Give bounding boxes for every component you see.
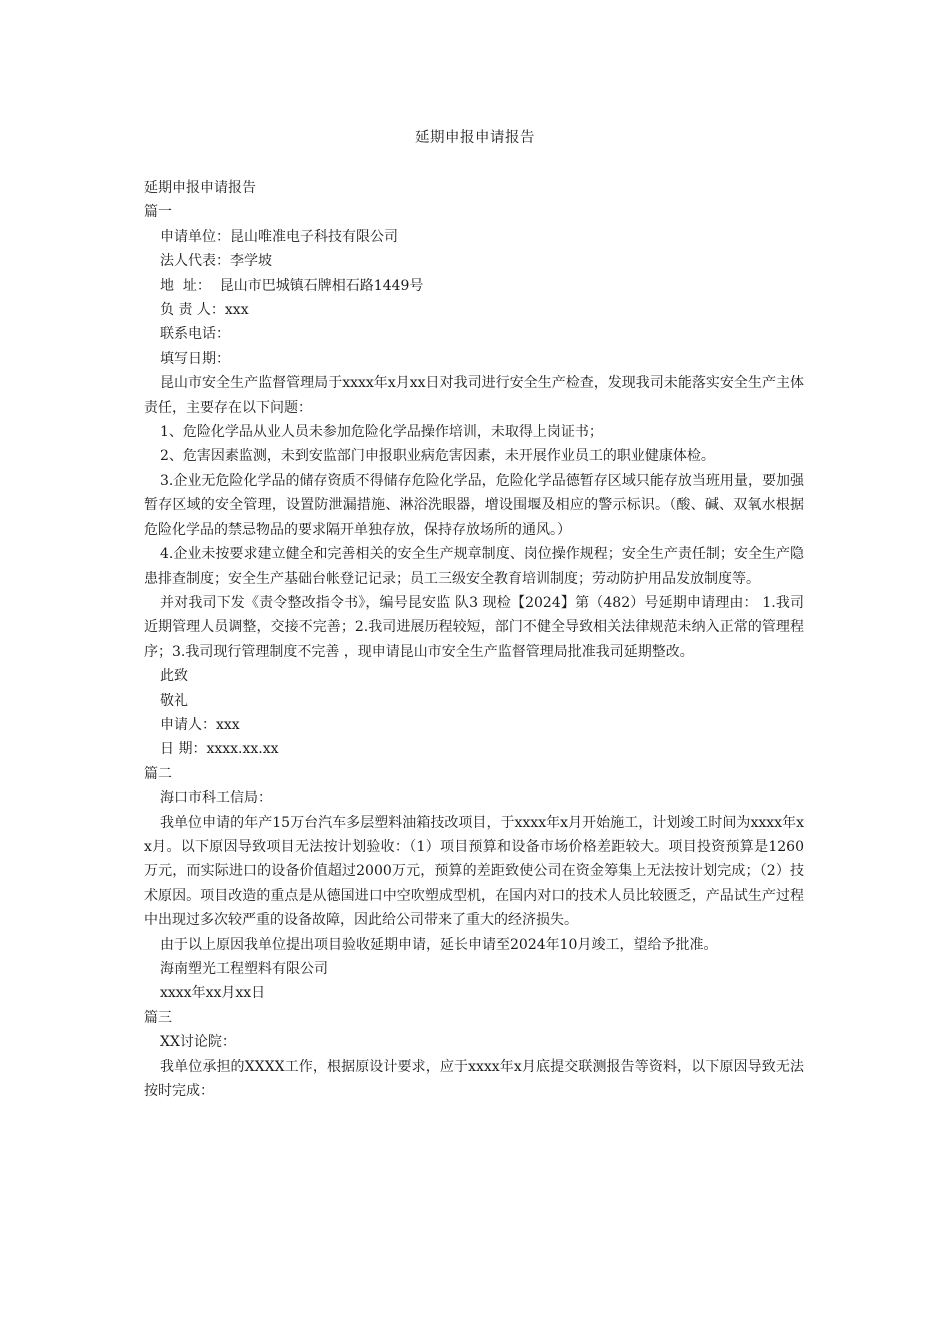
- paragraph: 海南塑光工程塑料有限公司: [160, 961, 328, 977]
- paragraph: 昆山市安全生产监督管理局于xxxx年x月xx日对我司进行安全生产检查，发现我司未能落实安全生产主体责任，主要存在以下问题：: [144, 375, 804, 416]
- document-body: [144, 176, 804, 1103]
- paragraph: 法人代表：李学坡: [160, 253, 272, 270]
- paragraph: xxxx年xx月xx日: [160, 985, 266, 1002]
- paragraph: 此致: [160, 668, 188, 685]
- paragraph: 1、危险化学品从业人员未参加危险化学品操作培训，未取得上岗证书；: [160, 424, 603, 441]
- paragraph: 联系电话：: [160, 326, 230, 343]
- paragraph: 敬礼: [160, 692, 188, 709]
- paragraph: 地 址： 昆山市巴城镇石牌相石路1449号: [160, 277, 424, 294]
- paragraph: 填写日期：: [160, 350, 230, 367]
- paragraph: 我单位承担的XXXX工作，根据原设计要求，应于xxxx年x月底提交联测报告等资料，以下原因导致无法按时完成：: [144, 1058, 804, 1100]
- paragraph: 申请人：xxx: [160, 716, 240, 733]
- paragraph: 4.企业未按要求建立健全和完善相关的安全生产规章制度、岗位操作规程；安全生产责任制；安全生产隐患排查制度；安全生产基础台帐登记记录；员工三级安全教育培训制度；劳动防护用品发放制度等。: [144, 546, 804, 587]
- section-heading: 篇三: [144, 1009, 172, 1026]
- paragraph: 我单位申请的年产15万台汽车多层塑料油箱技改项目，于xxxx年x月开始施工，计划竣工时间为xxxx年xx月。以下原因导致项目无法按计划验收：（1）项目预算和设备市场价格差距较大。项目投资预算是1260万元，而实际进口的设备价值超过2000万元，预算的差距致使公司在资金筹集上无法按计划完成；（2）技术原因。项目改造的重点是从德国进口中空吹塑成型机，在国内对口的技术人员比较匮乏，产品试生产过程中出现过多次较严重的设备故障，因此给公司带来了重大的经济损失。: [144, 814, 804, 929]
- paragraph: 日 期：xxxx.xx.xx: [160, 741, 279, 758]
- paragraph: 3.企业无危险化学品的储存资质不得储存危险化学品，危险化学品德暂存区域只能存放当班用量，要加强暂存区域的安全管理，设置防泄漏措施、淋浴洗眼器，增设围堰及相应的警示标识。（酸、碱、双氧水根据危险化学品的禁忌物品的要求隔开单独存放，保持存放场所的通风。）: [144, 472, 804, 538]
- paragraph: 海口市科工信局：: [160, 790, 272, 807]
- paragraph: 由于以上原因我单位提出项目验收延期申请，延长申请至2024年10月竣工，望给予批准。: [160, 936, 718, 953]
- paragraph: XX讨论院：: [160, 1034, 236, 1051]
- section-heading: 篇二: [144, 765, 172, 782]
- section-heading: 篇一: [144, 204, 172, 221]
- page-title: 延期申报申请报告: [415, 130, 535, 146]
- paragraph: 申请单位：昆山唯准电子科技有限公司: [160, 228, 398, 245]
- paragraph: 并对我司下发《责令整改指令书》，编号昆安监 队3 现检【2024】第（482）号延期申请理由： 1.我司近期管理人员调整，交接不完善；2.我司进展历程较短，部门不健全导致相关法律规范未纳入正常的管理程序；3.我司现行管理制度不完善 ，现申请昆山市安全生产监督管理局批准我司延期整改。: [144, 594, 804, 660]
- document-heading: 延期申报申请报告: [144, 180, 256, 196]
- paragraph: 2、危害因素监测，未到安监部门申报职业病危害因素，未开展作业员工的职业健康体检。: [160, 448, 715, 465]
- paragraph: 负 责 人：xxx: [160, 302, 249, 319]
